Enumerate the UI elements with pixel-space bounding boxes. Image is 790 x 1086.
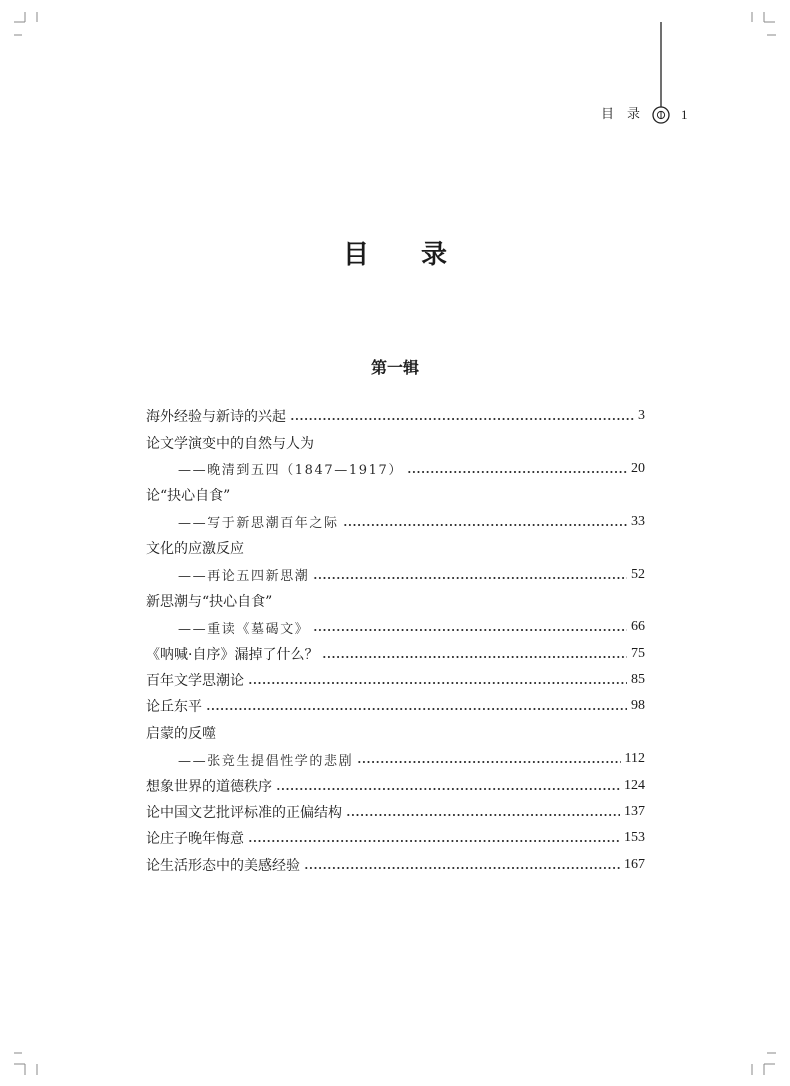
toc-entry-title: 论“抉心自食”	[146, 488, 231, 505]
dot-leader	[322, 655, 627, 659]
crop-mark-bottom-right	[752, 1053, 776, 1075]
page-title: 目 录	[342, 240, 447, 270]
toc-entry-title: 论生活形态中的美感经验	[146, 857, 300, 874]
toc-entry-title: 论丘东平	[146, 699, 202, 716]
toc-entry	[146, 429, 645, 455]
toc-entry	[146, 772, 645, 798]
dot-leader	[304, 866, 620, 870]
crop-mark-top-left	[14, 12, 37, 35]
toc-entry-subtitle-line	[146, 561, 645, 587]
toc-entry-title: 文化的应激反应	[146, 541, 244, 558]
toc-entry	[146, 825, 645, 851]
toc-entry-subtitle-line	[146, 614, 645, 640]
toc-entry-page: 52	[631, 566, 645, 582]
toc-entry-page: 85	[631, 672, 645, 688]
toc-entry-page: 66	[631, 619, 645, 635]
toc-entry-page: 112	[624, 751, 645, 767]
toc-entry-subtitle-line	[146, 509, 645, 535]
dot-leader	[313, 576, 627, 580]
toc-entry-title: 启蒙的反噬	[146, 725, 216, 742]
toc-entry-page: 33	[631, 513, 645, 529]
toc-entry	[146, 667, 645, 693]
toc-entry-page: 153	[624, 830, 645, 846]
table-of-contents	[146, 403, 645, 878]
toc-entry-subtitle: ——再论五四新思潮	[178, 569, 310, 585]
toc-entry-page: 20	[631, 460, 645, 476]
toc-entry-subtitle-line	[146, 456, 645, 482]
toc-entry-subtitle: ——重读《墓碣文》	[178, 621, 310, 637]
dot-leader	[346, 813, 620, 817]
toc-entry-title: 新思潮与“抉心自食”	[146, 593, 273, 610]
dot-leader	[290, 417, 634, 421]
dot-leader	[206, 707, 627, 711]
toc-entry-page: 124	[624, 777, 645, 793]
toc-entry-title: 海外经验与新诗的兴起	[146, 409, 286, 426]
dot-leader	[248, 839, 620, 843]
toc-entry-title: 百年文学思潮论	[146, 673, 244, 690]
toc-entry	[146, 720, 645, 746]
dot-leader	[357, 760, 620, 764]
crop-mark-bottom-left	[14, 1053, 37, 1075]
toc-entry	[146, 641, 645, 667]
toc-entry	[146, 482, 645, 508]
section-title: 第一辑	[370, 358, 419, 377]
toc-entry-title: 《呐喊·自序》漏掉了什么？	[146, 646, 319, 663]
double-circle-icon	[640, 15, 680, 130]
dot-leader	[248, 681, 627, 685]
toc-entry-subtitle-line	[146, 746, 645, 772]
toc-entry-page: 137	[624, 804, 645, 820]
toc-entry-title: 论文学演变中的自然与人为	[146, 435, 314, 452]
toc-entry-subtitle: ——写于新思潮百年之际	[178, 516, 339, 532]
toc-entry-subtitle: ——张竞生提倡性学的悲剧	[178, 753, 354, 769]
toc-entry-title: 论中国文艺批评标准的正偏结构	[146, 805, 342, 822]
toc-entry-title: 想象世界的道德秩序	[146, 778, 272, 795]
toc-entry	[146, 799, 645, 825]
dot-leader	[343, 523, 627, 527]
toc-entry-page: 167	[624, 856, 645, 872]
dot-leader	[407, 470, 627, 474]
dot-leader	[276, 787, 620, 791]
toc-entry-page: 98	[631, 698, 645, 714]
toc-entry	[146, 403, 645, 429]
toc-entry-page: 3	[638, 408, 645, 424]
toc-entry-page: 75	[631, 645, 645, 661]
dot-leader	[313, 628, 627, 632]
toc-entry	[146, 693, 645, 719]
running-header-page-number: 1	[681, 107, 688, 122]
toc-entry-title: 论庄子晚年悔意	[146, 831, 244, 848]
toc-entry	[146, 852, 645, 878]
toc-entry	[146, 588, 645, 614]
toc-entry-subtitle: ——晚清到五四（1847—1917）	[178, 463, 403, 479]
crop-mark-top-right	[752, 12, 776, 35]
toc-entry	[146, 535, 645, 561]
running-header-title: 目 录	[601, 107, 641, 122]
